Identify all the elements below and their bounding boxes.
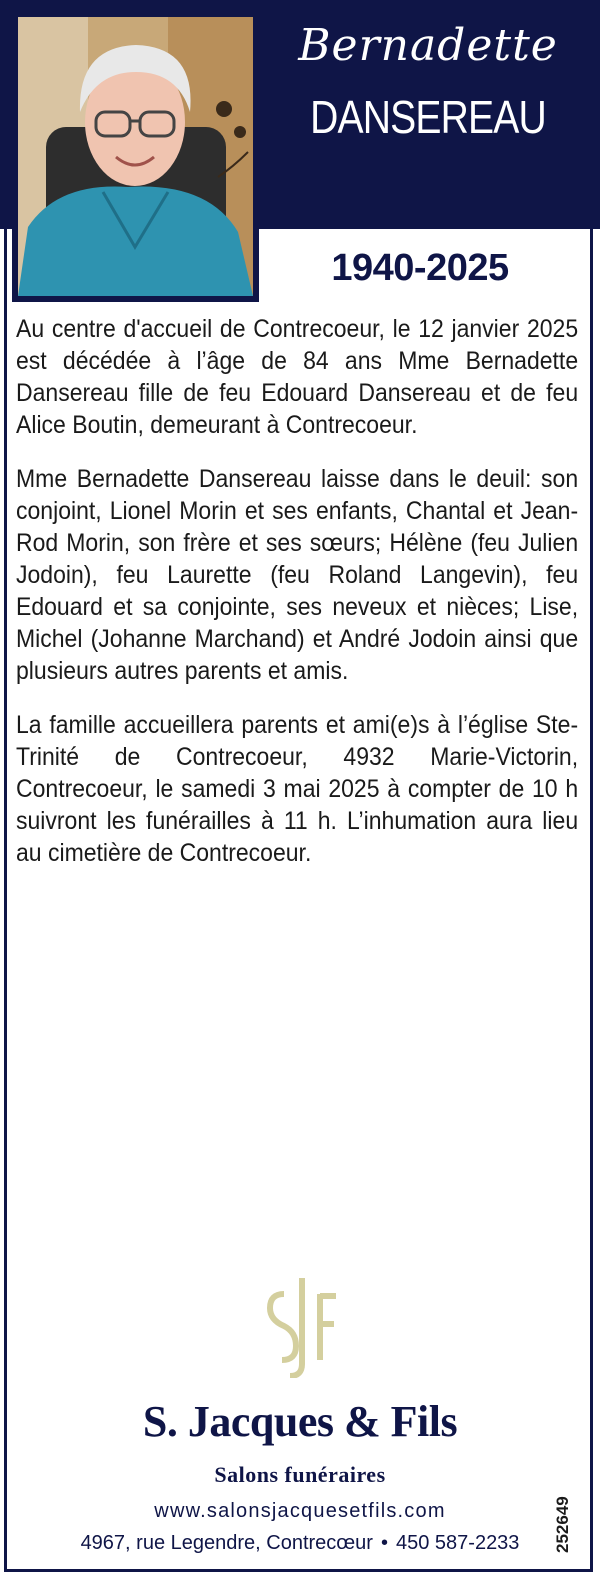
paragraph-death-notice: Au centre d'accueil de Contrecoeur, le 12 janvier 2025 est décédée à l’âge de 84 ans Mme Bernadette Dansereau fille de feu Edouard Dansereau et de feu Alice Boutin, demeurant à Contrecoeur. — [16, 315, 579, 439]
life-years: 1940-2025 — [331, 247, 509, 289]
deceased-last-name: DANSEREAU — [310, 91, 546, 143]
funeral-home-address: 4967, rue Legendre, Contrecœur — [80, 1532, 373, 1554]
separator-dot: • — [380, 1532, 388, 1554]
paragraph-survivors: Mme Bernadette Dansereau laisse dans le deuil: son conjoint, Lionel Morin et ses enfants, Chantal et Jean-Rod Morin, son frère et ses sœurs; Hélène (feu Julien Jodoin), feu Laurette (feu Roland Langevin), feu Edouard et sa conjointe, ses neveux et nièces; Lise, Michel (Johanne Marchand) et André Jodoin ainsi que plusieurs autres parents et amis. — [16, 465, 579, 685]
portrait-photo — [18, 17, 253, 296]
paragraph-funeral-details: La famille accueillera parents et ami(e)s à l’église Ste-Trinité de Contrecoeur, 4932 Marie-Victorin, Contrecoeur, le samedi 3 mai 2025 à compter de 10 h suivront les funérailles à 11 h. L’inhumation aura lieu au cimetière de Contrecoeur. — [16, 711, 579, 867]
funeral-home-contact — [50, 1532, 550, 1555]
funeral-home-phone[interactable]: 450 587-2233 — [395, 1532, 520, 1554]
funeral-home-tagline: Salons funéraires — [214, 1462, 386, 1487]
funeral-home-name: S. Jacques & Fils — [142, 1397, 458, 1446]
sjf-monogram-logo — [262, 1276, 342, 1378]
obituary-text — [16, 313, 578, 891]
photo-frame — [12, 11, 259, 302]
ad-reference-number: 252649 — [553, 1496, 572, 1553]
deceased-first-name: Bernadette — [298, 20, 558, 71]
funeral-home-website[interactable]: www.salonsjacquesetfils.com — [154, 1500, 446, 1522]
